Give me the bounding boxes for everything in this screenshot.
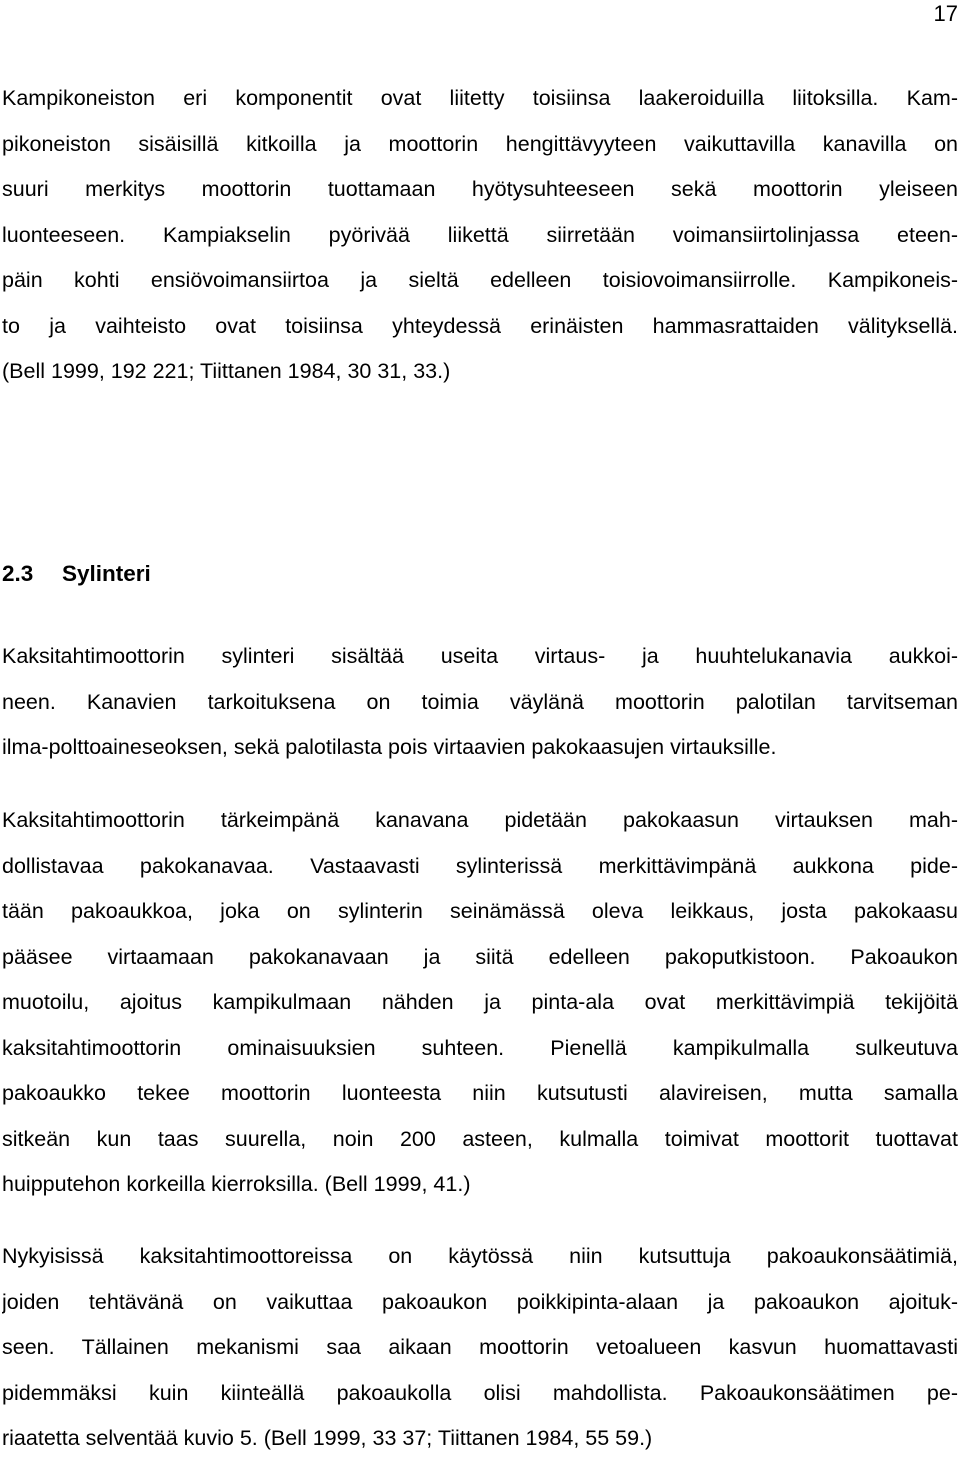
text-line: ilma-polttoaineseoksen, sekä palotilasta pois virtaavien pakokaasujen virtauksille. [2, 735, 777, 759]
text-line: (Bell 1999, 192 221; Tiittanen 1984, 30 31, 33.) [2, 359, 451, 383]
text-line: neen. Kanavien tarkoituksena on toimia väylänä moottorin palotilan tarvitseman [2, 689, 958, 714]
text-line: Kaksitahtimoottorin tärkeimpänä kanavana pidetään pakokaasun virtauksen mah- [2, 808, 958, 832]
text-line: pakoaukko tekee moottorin luonteesta niin kutsutusti alavireisen, mutta samalla [2, 1081, 958, 1105]
text-line: seen. Tällainen mekanismi saa aikaan moottorin vetoalueen kasvun huomattavasti [2, 1335, 958, 1359]
paragraph-pakoaukonsaatimet [2, 1234, 958, 1462]
text-line: tään pakoaukkoa, joka on sylinterin seinämässä oleva leikkaus, josta pakokaasu [2, 899, 958, 923]
text-line: pikoneiston sisäisillä kitkoilla ja moottorin hengittävyyteen vaikuttavilla kanavilla on [2, 131, 958, 156]
page-number: 17 [933, 1, 958, 26]
text-line: Nykyisissä kaksitahtimoottoreissa on käytössä niin kutsuttuja pakoaukonsäätimiä, [2, 1244, 958, 1268]
text-line: Kaksitahtimoottorin sylinteri sisältää useita virtaus- ja huuhtelukanavia aukkoi- [2, 644, 958, 668]
text-line: pidemmäksi kuin kiinteällä pakoaukolla olisi mahdollista. Pakoaukonsäätimen pe- [2, 1380, 958, 1405]
text-line: kaksitahtimoottorin ominaisuuksien suhteen. Pienellä kampikulmalla sulkeutuva [2, 1035, 958, 1060]
text-line: luonteeseen. Kampiakselin pyörivää liikettä siirretään voimansiirtolinjassa eteen- [2, 222, 958, 247]
text-line: sitkeän kun taas suurella, noin 200 asteen, kulmalla toimivat moottorit tuottavat [2, 1126, 958, 1151]
text-line: suuri merkitys moottorin tuottamaan hyötysuhteeseen sekä moottorin yleiseen [2, 177, 958, 201]
text-line: Kampikoneiston eri komponentit ovat liitetty toisiinsa laakeroiduilla liitoksilla. Kam- [2, 86, 958, 110]
paragraph-kampikoneisto [2, 76, 958, 395]
text-line: joiden tehtävänä on vaikuttaa pakoaukon poikkipinta-alaan ja pakoaukon ajoituk- [2, 1289, 958, 1314]
section-title: Sylinteri [62, 561, 151, 586]
document-body [2, 76, 958, 1450]
text-line: huipputehon korkeilla kierroksilla. (Bell 1999, 41.) [2, 1172, 471, 1196]
text-line: dollistavaa pakokanavaa. Vastaavasti sylinterissä merkittävimpänä aukkona pide- [2, 853, 958, 878]
paragraph-sylinteri-kanavat [2, 634, 958, 771]
text-line: riaatetta selventää kuvio 5. (Bell 1999, 33 37; Tiittanen 1984, 55 59.) [2, 1426, 653, 1450]
text-line: muotoilu, ajoitus kampikulmaan nähden ja pinta-ala ovat merkittävimpiä tekijöitä [2, 990, 958, 1014]
text-line: päin kohti ensiövoimansiirtoa ja sieltä edelleen toisiovoimansiirrolle. Kampikoneis- [2, 268, 958, 292]
text-line: pääsee virtaamaan pakokanavaan ja siitä edelleen pakoputkistoon. Pakoaukon [2, 944, 958, 969]
section-heading [2, 558, 151, 590]
paragraph-pakokanava [2, 798, 958, 1208]
section-number: 2.3 [2, 561, 34, 586]
text-line: to ja vaihteisto ovat toisiinsa yhteydessä erinäisten hammasrattaiden välityksellä. [2, 313, 958, 338]
